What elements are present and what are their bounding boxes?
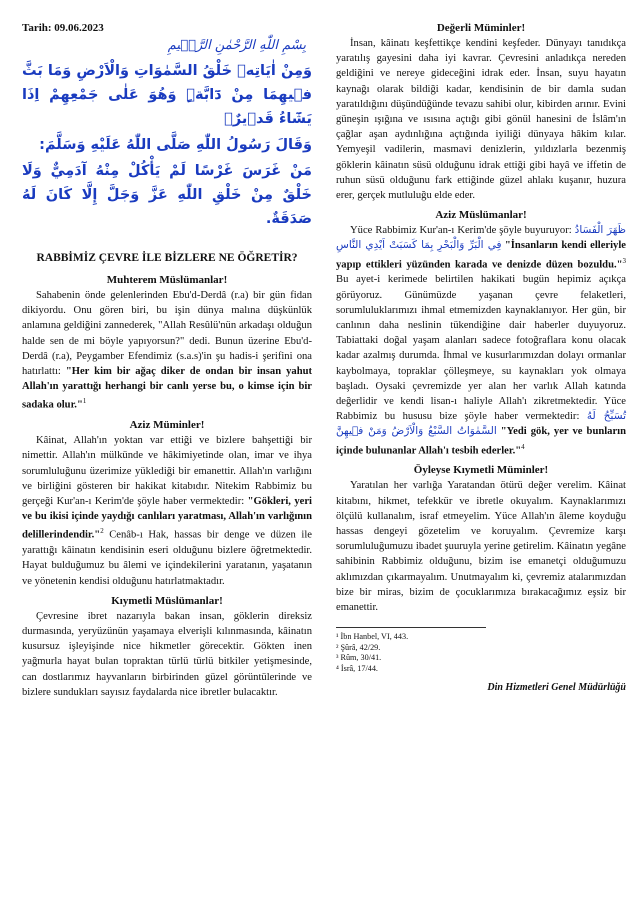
basmala: بِسْمِ اللّٰهِ الرَّحْمٰنِ الرَّح۪يمِ <box>167 38 306 53</box>
sermon-title: RABBİMİZ ÇEVRE İLE BİZLERE NE ÖĞRETİR? <box>36 252 298 264</box>
paragraph: İnsan, kâinatı keşfettikçe kendini keşfeder. Dünyayı tanıdıkça yaratılış gayesini daha iyi kavrar. Çevresini anladıkça nereden geldiğini ve nereye gideceğini idrak eder. İnsan, suyu hayatın kaynağı olarak bildiği kadar, kendisinin de bir damla sudan yaratıldığını düşündüğünde tevazu sahibi olur, kibirden arınır. Evini güneşin ışığına ve ısısına açtığı gibi gönül hanesini de İslâm'ın çağlar aşan aydınlığına açtığında iyiliği dünyaya hâkim kılar. Yemyeşil vadilerin, masmavi denizlerin, yıldızlarla bezenmiş göklerin kâinatın süsü olduğunu idrak ettiği gibi hayâ ve iffetin de ruhun süsü olduğunu fark ettiğinde güzel ahlakı kuşanır, huzura erer, gerçek mutluluğu elde eder. <box>336 38 626 202</box>
section-heading: Değerli Müminler! <box>436 22 526 34</box>
footnote: ³ Rûm, 30/41. <box>336 653 382 663</box>
left-column <box>22 22 312 700</box>
paragraph: Yüce Rabbimiz Kur'an-ı Kerim'de şöyle buyuruyor: ظَهَرَ الْفَسَادُ فِي الْبَرِّ وَالْبَحْرِ بِمَا كَسَبَتْ اَيْدِي النَّاسِ "İnsanların kendi elleriyle yapıp ettikleri yüzünden karada ve denizde düzen bozuldu."$^3$ Bu ayet-i kerimede belirtilen hakikati bugün hepimiz açıkça görüyoruz. Günümüzde yaşanan çevre felaketleri, sorumluluklarımızı ihmal etmemizden kaynaklanıyor. Her gün, bir canlının daha neslinin tükendiğine dair haberler duyuyoruz. Tabiattaki doğal yaşam alanları sadece fotoğraflara konu olacak kadar azalmış durumda. İhmal ve kusurlarımızdan dolayı ormanlar kaybolmaya, topraklar çölleşmeye, su kaynakları yok olmaya başladı. Oysaki çevremizde yer alan her varlık Allah katında değerlidir ve kendi lisan-ı haliyle Allah'ı zikretmektedir. Yüce Rabbimiz bu hususu bize şöyle haber vermektedir: تُسَبِّحُ لَهُ السَّمٰوَاتُ السَّبْعُ وَالْاَرْضُ وَمَنْ ف۪يهِنَّ "Yedi gök, yer ve bunların içinde bulunanlar Allah'ı tesbih ederler."$^4$ <box>336 224 627 457</box>
section-heading: Öyleyse Kıymetli Müminler! <box>413 464 549 477</box>
section-heading: Muhterem Müslümanlar! <box>106 274 228 286</box>
footnote: ⁴ İsrâ, 17/44. <box>336 663 378 673</box>
section-heading: Aziz Müminler! <box>129 419 205 432</box>
inline-arabic: ظَهَرَ الْفَسَادُ فِي الْبَرِّ وَالْبَحْرِ بِمَا كَسَبَتْ اَيْدِي النَّاسِ <box>336 224 626 252</box>
section-heading: Aziz Müslümanlar! <box>435 209 527 222</box>
right-column <box>336 22 626 695</box>
hadith-arabic: مَنْ غَرَسَ غَرْسًا لَمْ يَأْكُلْ مِنْهُ آدَمِيٌّ وَلَا خَلْقٌ مِنْ خَلْقِ اللّٰهِ عَزَّ وَجَلَّ إِلَّا كَانَ لَهُ صَدَقَةٌ. <box>22 163 312 227</box>
paragraph: Çevresine ibret nazarıyla bakan insan, göklerin direksiz durmasında, yeryüzünün yaşamaya elverişli kılınmasında, kâinatın kusursuz işleyişinde nice hikmetler görecektir. Gökten inen yağmurla hayat bulan topraktan türlü türlü bitkiler yetişmesinde, can dostlarımız hayvanların birbirinden güzel görüntülerinde ve bizlere sundukları sayısız faydalarda nice ibretler bulacaktır. <box>22 610 312 698</box>
hadith-intro-arabic: وَقَالَ رَسُولُ اللّٰهِ صَلَّى اللّٰهُ عَلَيْهِ وَسَلَّمَ: <box>39 137 312 153</box>
footnote: ² Şûrâ, 42/29. <box>336 642 381 652</box>
section-heading: Kıymetli Müslümanlar! <box>111 594 223 607</box>
inline-arabic: تُسَبِّحُ لَهُ السَّمٰوَاتُ السَّبْعُ وَالْاَرْضُ وَمَنْ ف۪يهِنَّ <box>336 410 626 438</box>
signature: Din Hizmetleri Genel Müdürlüğü <box>487 682 626 694</box>
paragraph: Yaratılan her varlığa Yaratandan ötürü değer verelim. Kâinat kitabını, hikmet, tefekkür ve ibretle okuyalım. Kaynaklarımızı ölçülü kullanalım, israf etmeyelim. Yüce Allah'ın âleme koyduğu hassas dengeyi gözetelim ve koruyalım. Çevremize karşı sorumluluğumuzu ibadet şuuruyla yerine getirelim. Kâinatın yegâne sahibinin Rabbimiz olduğunu, bizim ise emanetçi olduğumuzu aklımızdan çıkarmayalım. Unutmayalım ki, çevremiz atalarımızdan bize bir miras, bizim de çocuklarımıza bırakacağımız eşsiz bir emanettir. <box>336 480 626 613</box>
verse-arabic: وَمِنْ اٰيَاتِه۪ خَلْقُ السَّمٰوَاتِ وَالْاَرْضِ وَمَا بَثَّ ف۪يهِمَا مِنْ دَٓابَّةٍۜ وَهُوَ عَلٰى جَمْعِهِمْ اِذَا يَشَٓاءُ قَد۪يرٌ۟ <box>22 63 312 127</box>
footnote: ¹ İbn Hanbel, VI, 443. <box>336 632 409 642</box>
footnote-divider <box>336 627 486 628</box>
date: Tarih: 09.06.2023 <box>22 22 104 34</box>
paragraph: Kâinat, Allah'ın yoktan var ettiği ve bizlere bahşettiği bir nimettir. Allah'ın mülkünde ve hâkimiyetinde olan, imar ve ihya sorumluluğunu üzerimize yüklediği bir emanettir. Allah'ın varlığını ve birliğini gösteren bir hakikat kitabıdır. Nitekim Rabbimiz bu gerçeği Kur'an-ı Kerim'de şöyle haber vermektedir: "Gökleri, yeri ve bu ikisi içinde yaydığı canlıları yaratması, Allah'ın varlığının delillerindendir."$^2$ Cenâb-ı Hak, hassas bir denge ve düzen ile yarattığı kâinatın kendisinin eseri olduğunu bizlere öğretmektedir. Hayat bulduğumuz bu âlemi ve içindekilerini yaratanın, yaşatanın ve yönetenin kendisi olduğunu hatırlatmaktadır. <box>22 435 312 587</box>
paragraph: Sahabenin önde gelenlerinden Ebu'd-Derdâ (r.a) bir gün fidan dikiyordu. Onu gören biri, bu işin dünya malına düşkünlük anlamına geldiğini zannederek, "Allah Resûlü'nün arkadaşı olduğun halde sen de mi böyle yapıyorsun?" dedi. Bunun üzerine Ebu'd-Derdâ (r.a), Peygamber Efendimiz (s.a.s)'in şu hadis-i şerifini ona hatırlattı: "Her kim bir ağaç diker de ondan bir insan yahut Allah'ın yarattığı herhangi bir canlı yerse bu, o kimse için bir sadaka olur."$^1$ <box>22 290 313 411</box>
